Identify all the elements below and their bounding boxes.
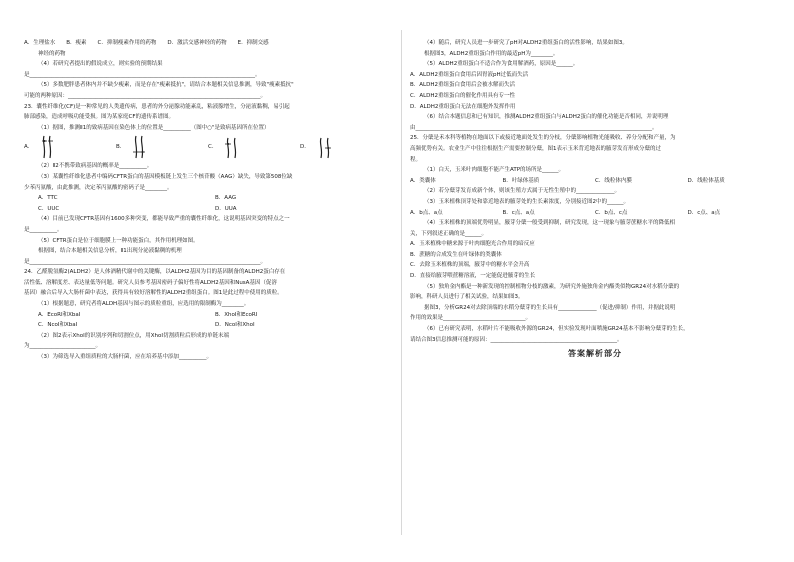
question-q4: （4）若研究者提出的假说成立，则实验的预期结果 [38, 61, 163, 68]
text-line: 少苯丙氨酸，由此推测，决定苯丙氨酸的密码子是________。 [24, 184, 173, 191]
option-label: B． [116, 144, 126, 151]
option: A．TTC [38, 195, 58, 202]
question-24-3: （3）为筛选导入重组质粒的大肠杆菌，应在培养基中添加__________。 [38, 354, 213, 361]
answer-section-heading: 答案解析部分 [568, 349, 622, 359]
options-row [24, 193, 392, 204]
chromosome-pair-icon [131, 134, 151, 160]
options-row [24, 320, 392, 331]
question-23-stem: 23．囊性纤维化(CF)是一种常见的人类遗传病，患者的外分泌腺功能紊乱，粘液腺增生，分泌液黏稠，易引起 [24, 103, 290, 110]
options-row [410, 208, 780, 219]
option: A．玉米植株中糖来源于叶肉细胞光合作用的暗反应 [410, 241, 535, 248]
option: B．ALDH2重组蛋白食用后会被水解而失活 [410, 82, 515, 89]
option: A．ALDH2重组蛋白食用后因胃液pH过低而失活 [410, 71, 529, 78]
question-25-5: （5）独角金内酯是一种新发现的控制植物分枝的激素，为研究外施独角金内酯类似物GR24对水稻分蘖的 [424, 283, 680, 290]
text-line: 高频优势有关。农业生产中往往根据生产需要控制分蘖，图1表示玉米背近地表的腋芽发育形成分蘖的过 [410, 145, 662, 152]
question-23-5: （5）CFTR蛋白是位于细胞膜上一种功能蛋白，其作用机理如图。 [38, 237, 199, 244]
option: C．去除玉米植株的顶端，腋芽中的糖水平会升高 [410, 262, 530, 269]
option: C．NcoⅠ和XbaⅠ [38, 322, 78, 329]
text-line: 是__________。 [24, 226, 63, 233]
option: D．ALDH2重组蛋白无法在细胞外发挥作用 [410, 103, 516, 110]
question-25-4: （4）玉米植株的顶端优势明显，腋芽分蘖一般受到抑制，研究发现，这一现象与腋芽蔗糖水平的降低相 [424, 220, 676, 227]
question-25-6: （6）已有研究表明，水稻叶片不能吸收外源的GR24，但实验发现叶面喷施GR24基本不影响分蘖芽的生长， [424, 326, 689, 333]
option: B．c点、a点 [502, 209, 535, 216]
option-a [24, 134, 116, 160]
option: D．直接给腋芽喂蔗糖溶液，一定能促进腋芽的生长 [410, 273, 536, 280]
text-line: 基因）融合后导入大肠杆菌中表达，获得具有较好溶解性的ALDH2重组蛋白。图1是此过程中使用的质粒。 [24, 290, 283, 297]
options-row [24, 204, 392, 215]
option: D．NcoⅠ和XhoⅠ [215, 322, 255, 329]
right-column [410, 38, 780, 361]
question-23-2: （2）Ⅱ2不携带致病基因的概率是__________。 [38, 163, 153, 170]
question-24-6: （6）结合本题信息和已有知识，推测ALDH2重组蛋白与ALDH2蛋白的催化功能是否相同，并说明理 [424, 114, 669, 121]
option-label: D． [300, 144, 310, 151]
option: A．b点、a点 [410, 209, 443, 216]
question-24-stem: 24．乙醛脱氢酶2(ALDH2）是人体酒精代谢中的关键酶，以ALDH2基因为目的基因制备的ALDH2蛋白存在 [24, 269, 286, 276]
option: B．XhoⅠ和EcoRⅠ [215, 311, 258, 318]
text-line: 据图3，分析GR24对去除顶端的水稻分蘖芽的生长具有______________（促进/抑制）作用，并据此说明 [424, 304, 676, 311]
text-line: 程。 [410, 156, 422, 163]
options-row [410, 176, 780, 187]
option-d [300, 134, 392, 160]
option: C．线粒体内膜 [595, 177, 632, 184]
question-25-2: （2）若分蘖芽发育成新个体，则该生殖方式属于无性生殖中的______________。 [424, 188, 621, 195]
option: B．叶绿体基质 [502, 177, 540, 184]
answer-blank: 是__________________________________________________________________________________。 [24, 71, 261, 78]
option: A．EcoRⅠ和XbaⅠ [38, 311, 81, 318]
options-row [24, 310, 392, 321]
chromosome-pair-icon [316, 134, 336, 160]
question-q5: （5）多数肥胖患者体内并不缺少瘦素，而是存在"瘦素抵抗"，请结合本题相关信息推测，导致"瘦素抵抗" [38, 82, 294, 89]
option: B．蔗糖的合成发生在叶绿体的类囊体 [410, 251, 502, 258]
option: B．AAG [215, 195, 237, 202]
question-24-1: （1）根据题意，研究者将ALDH基因与图示的质粒重组，应选用的限制酶为________。 [38, 301, 250, 308]
text-line: 影响，科研人员进行了相关试验，结果如图3。 [410, 294, 524, 301]
option-label: C． [208, 144, 218, 151]
option: A．类囊体 [410, 177, 436, 184]
chromosome-pair-icon [39, 134, 59, 160]
text-line: A．生理盐水 B．瘦素 C．抑制瘦素作用的药物 D．激活交感神经的药物 E．抑制交感 [24, 40, 269, 46]
question-23-3: （3）某囊性纤维化患者中编码CFTR蛋白的基因模板链上发生三个核苷酸（AAG）缺失，导致第508位缺 [38, 173, 293, 180]
question-25-3: （3）玉米植株顶芽处和靠近地表的腋芽处的生长素浓度，分别接近图2中的______。 [424, 198, 630, 205]
option: D．UUA [215, 205, 237, 212]
question-25-1: （1）白天，玉米叶肉细胞不能产生ATP的场所是______。 [424, 167, 565, 174]
option-c [208, 134, 300, 160]
text-line: 根据图，结合本题相关信息分析，Ⅱ1出现分泌液黏稠的机理 [38, 248, 182, 255]
question-23-1: （1）据图，推测Ⅱ1的致病基因在染色体上的位置是__________（图中○"是致病基因所在位置） [38, 124, 270, 131]
column-divider [401, 30, 402, 535]
option: D．c点、a点 [687, 209, 721, 216]
text-line: 为________________________。 [24, 343, 102, 350]
chromosome-options [24, 133, 392, 161]
left-column [24, 38, 392, 363]
answer-blank: 是____________________________________________________________________________________。 [24, 258, 267, 265]
question-24-2: （2）图2表示XhoⅠ的识别序列和切割位点，用XhoⅠ切割质粒后形成的单链末端 [38, 332, 229, 339]
answer-blank: 由______________________________________________________________________________________。 [410, 124, 658, 131]
text-line: 根据图3，ALDH2重组蛋白作用的最适pH为________。 [424, 50, 559, 57]
option: C．UUC [38, 205, 60, 212]
answer-blank: 可能的两种原因：______________________________________________________________________。 [24, 92, 267, 99]
option: C．ALDH2重组蛋白的催化作用具有专一性 [410, 92, 516, 99]
question-23-4: （4）目前已发现CFTR基因有1600多种突变，都能导致严重的囊性纤维化，这说明基因突变的特点之一 [38, 216, 290, 223]
text-line: 活性低、溶解度差、表达量低等问题。研究人员参考基因密码子偏好性将ALDH2基因和NusA基因（促溶 [24, 279, 277, 286]
option: D．线粒体基质 [687, 177, 725, 184]
answer-blank: 请结合图3信息推测可能的原因：______________________________________________。 [410, 336, 623, 343]
chromosome-pair-icon [223, 134, 243, 160]
question-25-stem: 25．分蘖是禾本科等植物在地面以下或接近地面处发生的分枝，分蘖影响植物光能吸收、养分分配和产量，为 [410, 135, 676, 142]
option-label: A． [24, 144, 34, 151]
text-line: 关，下列叙述正确的是______。 [410, 230, 488, 237]
question-24-4: （4）随后，研究人员进一步研究了pH对ALDH2重组蛋白的活性影响，结果如图3。 [424, 40, 628, 46]
text-line: 肺部感染，造成呼吸功能受损。图为某家庭CF的遗传系谱图。 [24, 114, 175, 121]
text-line: 神经的药物 [38, 50, 66, 57]
text-line: 作用的效果是______________________________。 [410, 315, 532, 322]
option-b [116, 134, 208, 160]
question-24-5: （5）ALDH2重组蛋白不适合作为食用解酒药，原因是______。 [424, 61, 579, 68]
option: C．b点、c点 [595, 209, 628, 216]
